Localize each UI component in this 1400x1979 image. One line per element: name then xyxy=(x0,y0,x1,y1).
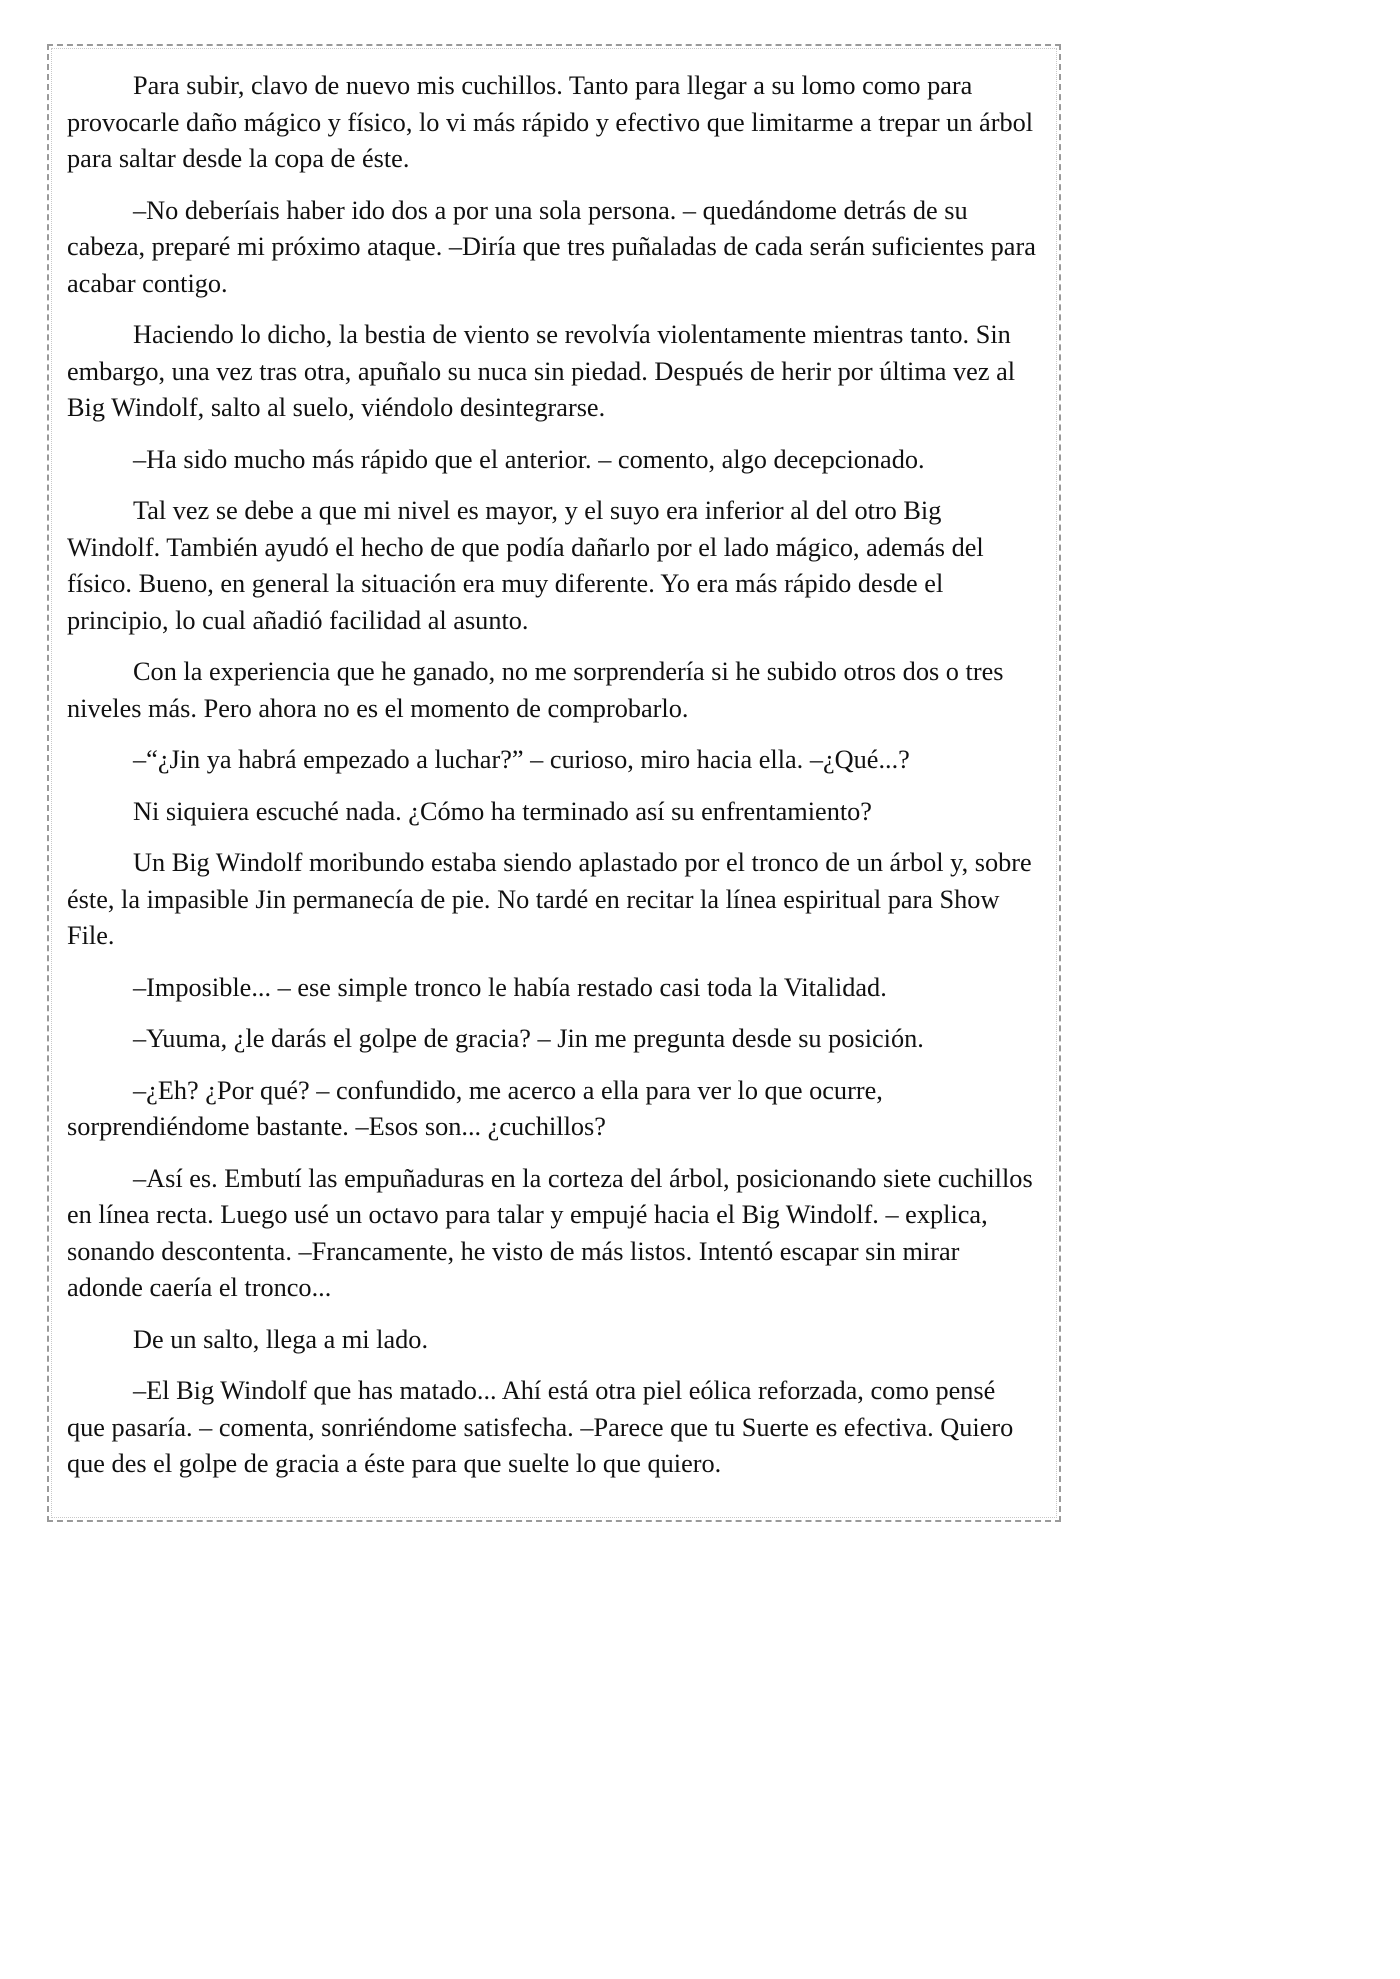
paragraph: –No deberíais haber ido dos a por una sola persona. – quedándome detrás de su cabeza, preparé mi próximo ataque. –Diría que tres puñaladas de cada serán suficientes para acabar contigo. xyxy=(67,195,1036,298)
paragraph: De un salto, llega a mi lado. xyxy=(133,1324,429,1354)
document-body xyxy=(67,68,1039,1498)
paragraph: –Así es. Embutí las empuñaduras en la corteza del árbol, posicionando siete cuchillos en línea recta. Luego usé un octavo para talar y empujé hacia el Big Windolf. – explica, sonando descontenta. –Francamente, he visto de más listos. Intentó escapar sin mirar adonde caería el tronco... xyxy=(67,1163,1033,1302)
paragraph: –“¿Jin ya habrá empezado a luchar?” – curioso, miro hacia ella. –¿Qué...? xyxy=(133,745,910,774)
paragraph: –¿Eh? ¿Por qué? – confundido, me acerco a ella para ver lo que ocurre, sorprendiéndome bastante. –Esos son... ¿cuchillos? xyxy=(67,1075,883,1141)
paragraph: –Ha sido mucho más rápido que el anterior. – comento, algo decepcionado. xyxy=(133,444,925,474)
paragraph: –El Big Windolf que has matado... Ahí está otra piel eólica reforzada, como pensé que pasaría. – comenta, sonriéndome satisfecha. –Parece que tu Suerte es efectiva. Quiero que des el golpe de gracia a éste para que suelte lo que quiero. xyxy=(67,1376,1014,1478)
paragraph: Para subir, clavo de nuevo mis cuchillos. Tanto para llegar a su lomo como para provocarle daño mágico y físico, lo vi más rápido y efectivo que limitarme a trepar un árbol para saltar desde la copa de éste. xyxy=(67,71,1034,173)
paragraph: Con la experiencia que he ganado, no me sorprendería si he subido otros dos o tres niveles más. Pero ahora no es el momento de comprobarlo. xyxy=(67,657,1004,723)
paragraph: Haciendo lo dicho, la bestia de viento se revolvía violentamente mientras tanto. Sin embargo, una vez tras otra, apuñalo su nuca sin piedad. Después de herir por última vez al Big Windolf, salto al suelo, viéndolo desintegrarse. xyxy=(67,320,1016,422)
paragraph: –Yuuma, ¿le darás el golpe de gracia? – Jin me pregunta desde su posición. xyxy=(133,1024,924,1053)
paragraph: Tal vez se debe a que mi nivel es mayor, y el suyo era inferior al del otro Big Windolf. También ayudó el hecho de que podía dañarlo por el lado mágico, además del físico. Bueno, en general la situación era muy diferente. Yo era más rápido desde el principio, lo cual añadió facilidad al asunto. xyxy=(67,496,984,635)
paragraph: Un Big Windolf moribundo estaba siendo aplastado por el tronco de un árbol y, sobre éste, la impasible Jin permanecía de pie. No tardé en recitar la línea espiritual para Show File. xyxy=(67,848,1032,950)
paragraph: –Imposible... – ese simple tronco le había restado casi toda la Vitalidad. xyxy=(133,972,887,1002)
paragraph: Ni siquiera escuché nada. ¿Cómo ha terminado así su enfrentamiento? xyxy=(133,796,872,826)
